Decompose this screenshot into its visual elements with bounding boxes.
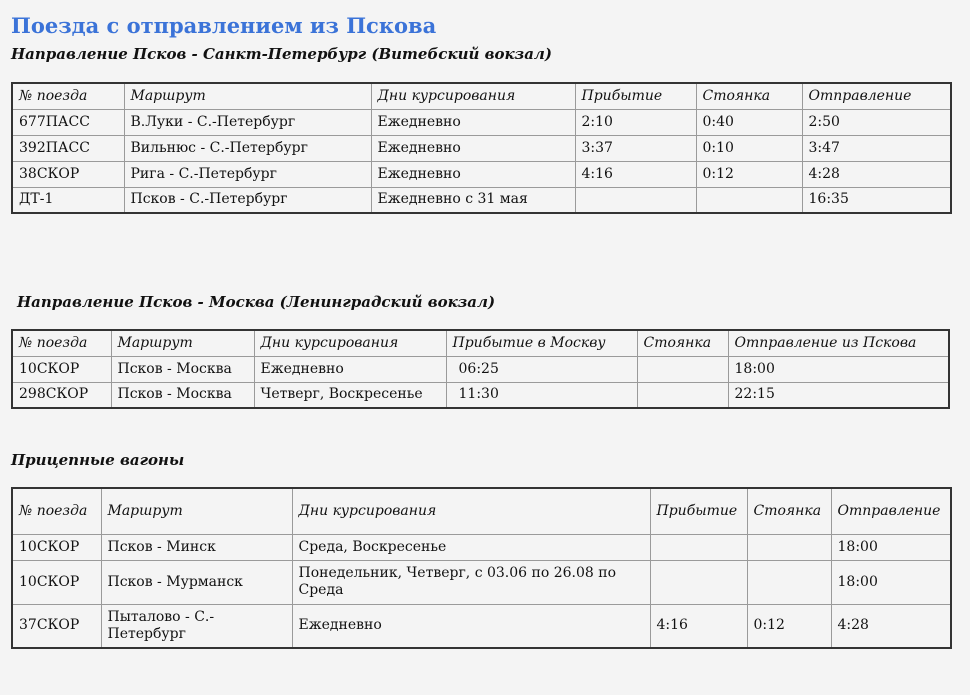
arrival-time	[650, 560, 747, 604]
column-header: Прибытие	[650, 488, 747, 534]
table-header-row	[12, 488, 951, 534]
train-number: 392ПАСС	[12, 135, 124, 161]
running-days: Среда, Воскресенье	[292, 534, 650, 560]
arrival-time: 4:16	[650, 604, 747, 648]
stop-duration	[637, 356, 728, 382]
column-header: Прибытие в Москву	[446, 330, 637, 356]
arrival-time	[650, 534, 747, 560]
table-row	[12, 187, 951, 213]
section-heading-moscow: Направление Псков - Москва (Ленинградский вокзал)	[17, 293, 496, 311]
table-row	[12, 382, 949, 408]
departure-time: 4:28	[802, 161, 951, 187]
column-header: Маршрут	[111, 330, 254, 356]
departure-time: 22:15	[728, 382, 949, 408]
table-row	[12, 356, 949, 382]
column-header: Прибытие	[575, 83, 696, 109]
column-header: Дни курсирования	[254, 330, 446, 356]
column-header: № поезда	[12, 83, 124, 109]
route: Псков - Мурманск	[101, 560, 292, 604]
route: Псков - Москва	[111, 356, 254, 382]
arrival-time: 4:16	[575, 161, 696, 187]
column-header: Отправление	[802, 83, 951, 109]
running-days: Четверг, Воскресенье	[254, 382, 446, 408]
section-heading-spb: Направление Псков - Санкт-Петербург (Витебский вокзал)	[11, 45, 553, 63]
stop-duration	[696, 187, 802, 213]
train-number: 37СКОР	[12, 604, 101, 648]
column-header: Маршрут	[101, 488, 292, 534]
running-days: Ежедневно	[371, 135, 575, 161]
running-days: Понедельник, Четверг, с 03.06 по 26.08 по Среда	[292, 560, 650, 604]
section-heading-trailer-cars: Прицепные вагоны	[11, 451, 185, 469]
departure-time: 18:00	[728, 356, 949, 382]
departure-time: 18:00	[831, 560, 951, 604]
table-row	[12, 109, 951, 135]
arrival-time: 06:25	[446, 356, 637, 382]
column-header: Отправление из Пскова	[728, 330, 949, 356]
departure-time: 16:35	[802, 187, 951, 213]
stop-duration	[747, 534, 831, 560]
table-header-row	[12, 330, 949, 356]
stop-duration	[747, 560, 831, 604]
route: Пыталово - С.-Петербург	[101, 604, 292, 648]
timetable-moscow	[11, 329, 950, 409]
timetable-spb	[11, 82, 952, 214]
train-number: 38СКОР	[12, 161, 124, 187]
stop-duration: 0:12	[747, 604, 831, 648]
page-title: Поезда с отправлением из Пскова	[11, 13, 437, 38]
train-number: 10СКОР	[12, 356, 111, 382]
route: Псков - Москва	[111, 382, 254, 408]
route: В.Луки - С.-Петербург	[124, 109, 371, 135]
column-header: Стоянка	[696, 83, 802, 109]
stop-duration: 0:12	[696, 161, 802, 187]
train-number: 298СКОР	[12, 382, 111, 408]
arrival-time: 3:37	[575, 135, 696, 161]
train-number: 10СКОР	[12, 560, 101, 604]
running-days: Ежедневно	[292, 604, 650, 648]
column-header: Стоянка	[637, 330, 728, 356]
table-row	[12, 534, 951, 560]
departure-time: 3:47	[802, 135, 951, 161]
running-days: Ежедневно	[371, 161, 575, 187]
timetable-trailer-cars	[11, 487, 952, 649]
arrival-time: 11:30	[446, 382, 637, 408]
stop-duration: 0:40	[696, 109, 802, 135]
route: Псков - Минск	[101, 534, 292, 560]
column-header: № поезда	[12, 330, 111, 356]
running-days: Ежедневно с 31 мая	[371, 187, 575, 213]
column-header: № поезда	[12, 488, 101, 534]
route: Вильнюс - С.-Петербург	[124, 135, 371, 161]
column-header: Стоянка	[747, 488, 831, 534]
table-row	[12, 604, 951, 648]
train-number: 10СКОР	[12, 534, 101, 560]
column-header: Дни курсирования	[371, 83, 575, 109]
table-header-row	[12, 83, 951, 109]
arrival-time	[575, 187, 696, 213]
table-row	[12, 560, 951, 604]
table-row	[12, 135, 951, 161]
table-row	[12, 161, 951, 187]
column-header: Маршрут	[124, 83, 371, 109]
stop-duration	[637, 382, 728, 408]
departure-time: 2:50	[802, 109, 951, 135]
route: Псков - С.-Петербург	[124, 187, 371, 213]
column-header: Дни курсирования	[292, 488, 650, 534]
train-number: 677ПАСС	[12, 109, 124, 135]
column-header: Отправление	[831, 488, 951, 534]
route: Рига - С.-Петербург	[124, 161, 371, 187]
train-number: ДТ-1	[12, 187, 124, 213]
stop-duration: 0:10	[696, 135, 802, 161]
departure-time: 18:00	[831, 534, 951, 560]
arrival-time: 2:10	[575, 109, 696, 135]
running-days: Ежедневно	[254, 356, 446, 382]
running-days: Ежедневно	[371, 109, 575, 135]
departure-time: 4:28	[831, 604, 951, 648]
